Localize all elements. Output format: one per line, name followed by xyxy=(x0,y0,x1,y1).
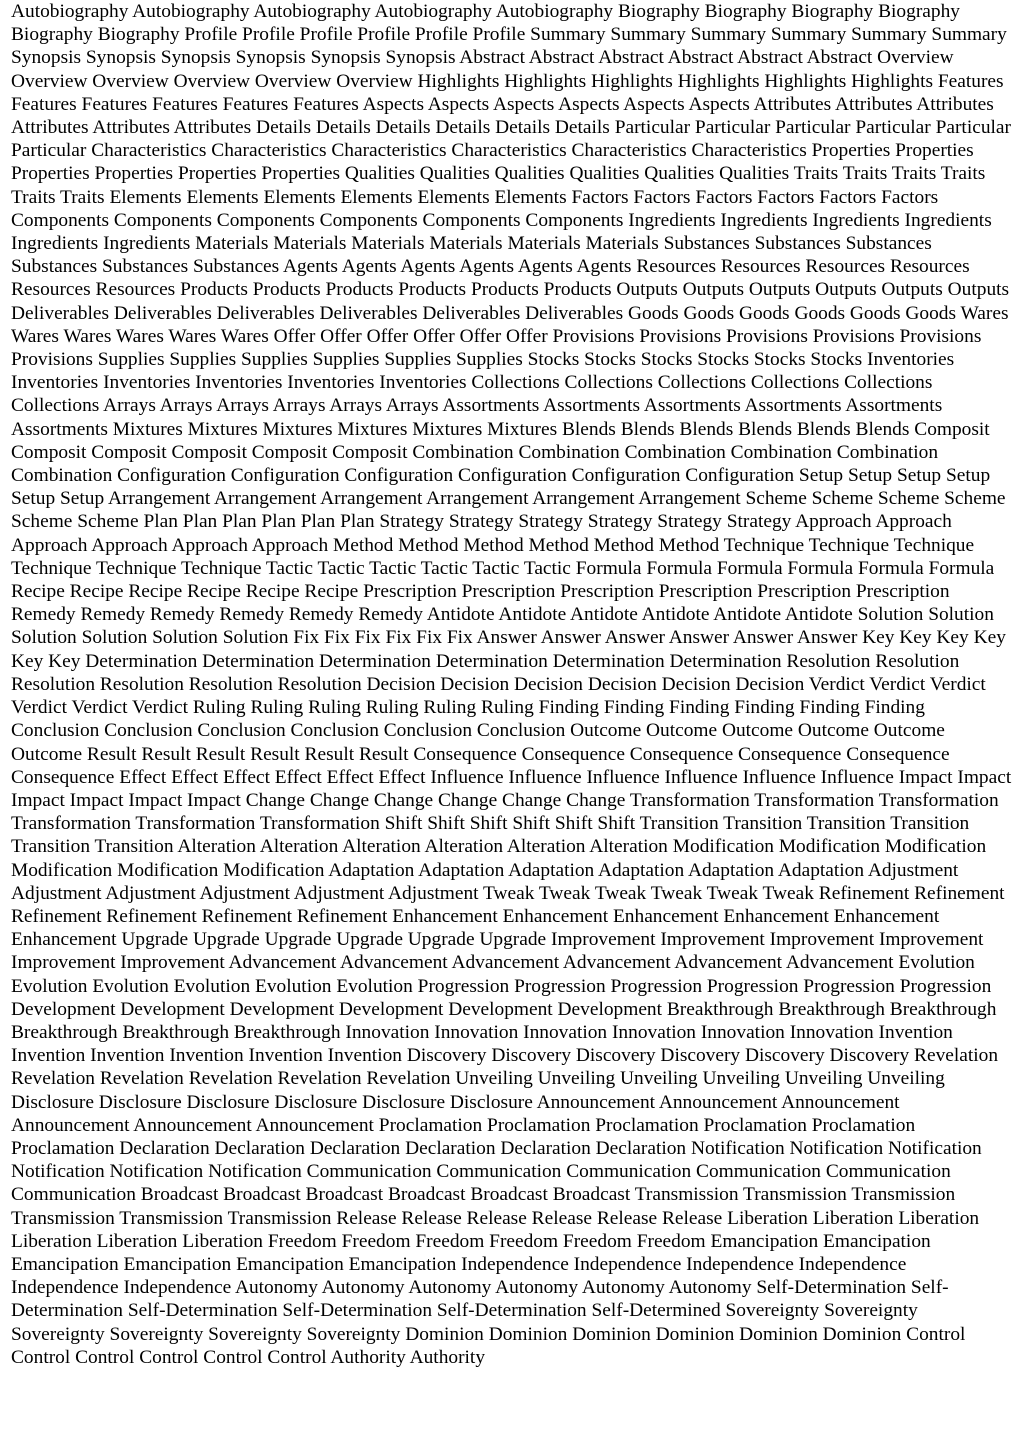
body-text: Autobiography Autobiography Autobiography Autobiography Autobiography Biography Biography Biography Biography Biography Biography Profile Profile Profile Profile Profile Profile Summary Summary Summary Summary Summary Summary Synopsis Synopsis Synopsis Synopsis Synopsis Synopsis Abstract Abstract Abstract Abstract Abstract Abstract Overview Overview Overview Overview Overview Overview Highlights Highlights Highlights Highlights Highlights Highlights Features Features Features Features Features Features Aspects Aspects Aspects Aspects Aspects Aspects Attributes Attributes Attributes Attributes Attributes Attributes Details Details Details Details Details Details Particular Particular Particular Particular Particular Particular Characteristics Characteristics Characteristics Characteristics Characteristics Characteristics Properties Properties Properties Properties Properties Properties Qualities Qualities Qualities Qualities Qualities Qualities Traits Traits Traits Traits Traits Traits Elements Elements Elements Elements Elements Elements Factors Factors Factors Factors Factors Factors Components Components Components Components Components Components Ingredients Ingredients Ingredients Ingredients Ingredients Ingredients Materials Materials Materials Materials Materials Materials Substances Substances Substances Substances Substances Substances Agents Agents Agents Agents Agents Agents Resources Resources Resources Resources Resources Resources Products Products Products Products Products Products Outputs Outputs Outputs Outputs Outputs Outputs Deliverables Deliverables Deliverables Deliverables Deliverables Deliverables Goods Goods Goods Goods Goods Goods Wares Wares Wares Wares Wares Wares Offer Offer Offer Offer Offer Offer Provisions Provisions Provisions Provisions Provisions Provisions Supplies Supplies Supplies Supplies Supplies Supplies Stocks Stocks Stocks Stocks Stocks Stocks Inventories Inventories Inventories Inventories Inventories Inventories Collections Collections Collections Collections Collections Collections Arrays Arrays Arrays Arrays Arrays Arrays Assortments Assortments Assortments Assortments Assortments Assortments Mixtures Mixtures Mixtures Mixtures Mixtures Mixtures Blends Blends Blends Blends Blends Blends Composit Composit Composit Composit Composit Composit Combination Combination Combination Combination Combination Combination Configuration Configuration Configuration Configuration Configuration Configuration Setup Setup Setup Setup Setup Setup Arrangement Arrangement Arrangement Arrangement Arrangement Arrangement Scheme Scheme Scheme Scheme Scheme Scheme Plan Plan Plan Plan Plan Plan Strategy Strategy Strategy Strategy Strategy Strategy Approach Approach Approach Approach Approach Approach Method Method Method Method Method Method Technique Technique Technique Technique Technique Technique Tactic Tactic Tactic Tactic Tactic Tactic Formula Formula Formula Formula Formula Formula Recipe Recipe Recipe Recipe Recipe Recipe Prescription Prescription Prescription Prescription Prescription Prescription Remedy Remedy Remedy Remedy Remedy Remedy Antidote Antidote Antidote Antidote Antidote Antidote Solution Solution Solution Solution Solution Solution Fix Fix Fix Fix Fix Fix Answer Answer Answer Answer Answer Answer Key Key Key Key Key Key Determination Determination Determination Determination Determination Determination Resolution Resolution Resolution Resolution Resolution Resolution Decision Decision Decision Decision Decision Decision Verdict Verdict Verdict Verdict Verdict Verdict Ruling Ruling Ruling Ruling Ruling Ruling Finding Finding Finding Finding Finding Finding Conclusion Conclusion Conclusion Conclusion Conclusion Conclusion Outcome Outcome Outcome Outcome Outcome Outcome Result Result Result Result Result Result Consequence Consequence Consequence Consequence Consequence Consequence Effect Effect Effect Effect Effect Effect Influence Influence Influence Influence Influence Influence Impact Impact Impact Impact Impact Impact Change Change Change Change Change Change Transformation Transformation Transformation Transformation Transformation Transformation Shift Shift Shift Shift Shift Shift Transition Transition Transition Transition Transition Transition Alteration Alteration Alteration Alteration Alteration Alteration Modification Modification Modification Modification Modification Modification Adaptation Adaptation Adaptation Adaptation Adaptation Adaptation Adjustment Adjustment Adjustment Adjustment Adjustment Adjustment Tweak Tweak Tweak Tweak Tweak Tweak Refinement Refinement Refinement Refinement Refinement Refinement Enhancement Enhancement Enhancement Enhancement Enhancement Enhancement Upgrade Upgrade Upgrade Upgrade Upgrade Upgrade Improvement Improvement Improvement Improvement Improvement Improvement Advancement Advancement Advancement Advancement Advancement Advancement Evolution Evolution Evolution Evolution Evolution Evolution Progression Progression Progression Progression Progression Progression Development Development Development Development Development Development Breakthrough Breakthrough Breakthrough Breakthrough Breakthrough Breakthrough Innovation Innovation Innovation Innovation Innovation Innovation Invention Invention Invention Invention Invention Invention Discovery Discovery Discovery Discovery Discovery Discovery Revelation Revelation Revelation Revelation Revelation Revelation Unveiling Unveiling Unveiling Unveiling Unveiling Unveiling Disclosure Disclosure Disclosure Disclosure Disclosure Disclosure Announcement Announcement Announcement Announcement Announcement Announcement Proclamation Proclamation Proclamation Proclamation Proclamation Proclamation Declaration Declaration Declaration Declaration Declaration Declaration Notification Notification Notification Notification Notification Notification Communication Communication Communication Communication Communication Communication Broadcast Broadcast Broadcast Broadcast Broadcast Broadcast Transmission Transmission Transmission Transmission Transmission Transmission Release Release Release Release Release Release Liberation Liberation Liberation Liberation Liberation Liberation Freedom Freedom Freedom Freedom Freedom Freedom Emancipation Emancipation Emancipation Emancipation Emancipation Emancipation Independence Independence Independence Independence Independence Independence Autonomy Autonomy Autonomy Autonomy Autonomy Autonomy Self-Determination Self-Determination Self-Determination Self-Determination Self-Determination Self-Determined Sovereignty Sovereignty Sovereignty Sovereignty Sovereignty Sovereignty Dominion Dominion Dominion Dominion Dominion Dominion Control Control Control Control Control Control Authority Authority xyxy=(11,1,1012,1368)
